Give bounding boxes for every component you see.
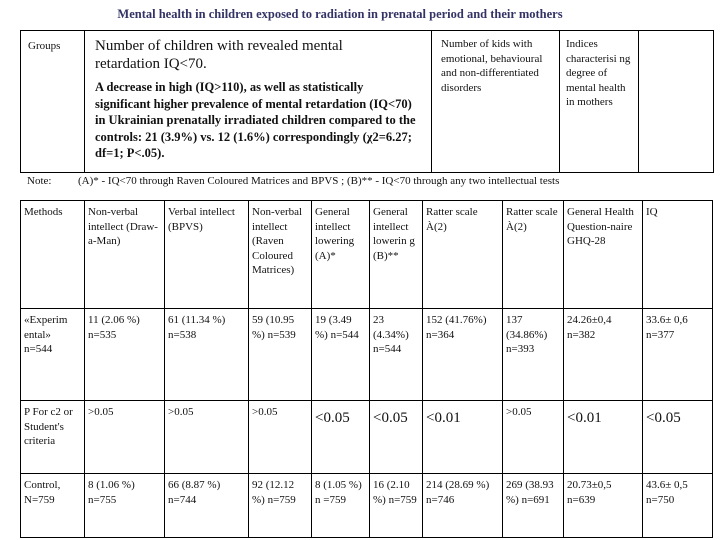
- table-cell: 8 (1.05 %) n =759: [312, 474, 370, 538]
- table-cell: 43.6± 0,5 n=750: [643, 474, 713, 538]
- table-cell: 59 (10.95 %) n=539: [249, 309, 312, 401]
- table-cell: 152 (41.76%) n=364: [423, 309, 503, 401]
- row-label: Control, N=759: [21, 474, 85, 538]
- column-header: Ratter scale À(2): [423, 201, 503, 309]
- table-cell: 19 (3.49 %) n=544: [312, 309, 370, 401]
- main-heading: Number of children with revealed mental retardation IQ<70.: [95, 38, 343, 72]
- page-title: Mental health in children exposed to radiation in prenatal period and their mothers: [117, 7, 563, 21]
- header-row: [21, 201, 713, 309]
- column-header: IQ: [643, 201, 713, 309]
- column-header: Ratter scale À(2): [503, 201, 564, 309]
- column-header: Non-verbal intellect (Raven Coloured Matrices): [249, 201, 312, 309]
- table-cell: 16 (2.10 %) n=759: [370, 474, 423, 538]
- groups-label: Groups: [28, 40, 61, 52]
- table-cell: 61 (11.34 %) n=538: [165, 309, 249, 401]
- header-box: [20, 30, 714, 173]
- header-divider: [559, 31, 560, 172]
- indices-heading: Indices characterisi ng degree of mental health in mothers: [566, 38, 631, 108]
- kids-heading: Number of kids with emotional, behavioural and non-differentiated disorders: [441, 38, 543, 94]
- column-header: General Health Question-naire GHQ-28: [564, 201, 643, 309]
- column-header: General intellect lowerin g (B)**: [370, 201, 423, 309]
- column-header: Verbal intellect (BPVS): [165, 201, 249, 309]
- table-cell: 214 (28.69 %) n=746: [423, 474, 503, 538]
- table-cell: 92 (12.12 %) n=759: [249, 474, 312, 538]
- table-cell: 137 (34.86%) n=393: [503, 309, 564, 401]
- header-divider: [84, 31, 85, 172]
- note-label: Note:: [27, 175, 52, 187]
- table-cell: 8 (1.06 %) n=755: [85, 474, 165, 538]
- table-cell: 11 (2.06 %) n=535: [85, 309, 165, 401]
- results-table: [20, 200, 713, 538]
- table-cell: >0.05: [503, 401, 564, 474]
- table-row: [21, 401, 713, 474]
- column-header: General intellect lowering (A)*: [312, 201, 370, 309]
- table-cell: <0.05: [312, 401, 370, 474]
- table-cell: 33.6± 0,6 n=377: [643, 309, 713, 401]
- table-cell: >0.05: [85, 401, 165, 474]
- header-divider: [431, 31, 432, 172]
- table-cell: <0.01: [423, 401, 503, 474]
- column-header: Non-verbal intellect (Draw-a-Man): [85, 201, 165, 309]
- table-cell: <0.05: [370, 401, 423, 474]
- note-text: (A)* - IQ<70 through Raven Coloured Matrices and BPVS ; (B)** - IQ<70 through any two intellectual tests: [78, 175, 560, 187]
- header-divider: [638, 31, 639, 172]
- table-cell: >0.05: [165, 401, 249, 474]
- table-cell: 66 (8.87 %) n=744: [165, 474, 249, 538]
- row-label: «Experim ental» n=544: [21, 309, 85, 401]
- table-cell: 20.73±0,5 n=639: [564, 474, 643, 538]
- table-cell: 269 (38.93 %) n=691: [503, 474, 564, 538]
- table-cell: <0.05: [643, 401, 713, 474]
- main-subtext: A decrease in high (IQ>110), as well as statistically significant higher prevalence of mental retardation (IQ<70) in Ukrainian prenatally irradiated children compared to the controls: 21 (3.9%) vs. 12 (1.6%) correspondingly (χ2=6.27; df=1; P<.05).: [95, 80, 416, 160]
- table-cell: >0.05: [249, 401, 312, 474]
- table-cell: 24.26±0,4 n=382: [564, 309, 643, 401]
- table-row: [21, 474, 713, 538]
- row-label: P For c2 or Student's criteria: [21, 401, 85, 474]
- column-header: Methods: [21, 201, 85, 309]
- table-cell: 23 (4.34%) n=544: [370, 309, 423, 401]
- table-cell: <0.01: [564, 401, 643, 474]
- table-row: [21, 309, 713, 401]
